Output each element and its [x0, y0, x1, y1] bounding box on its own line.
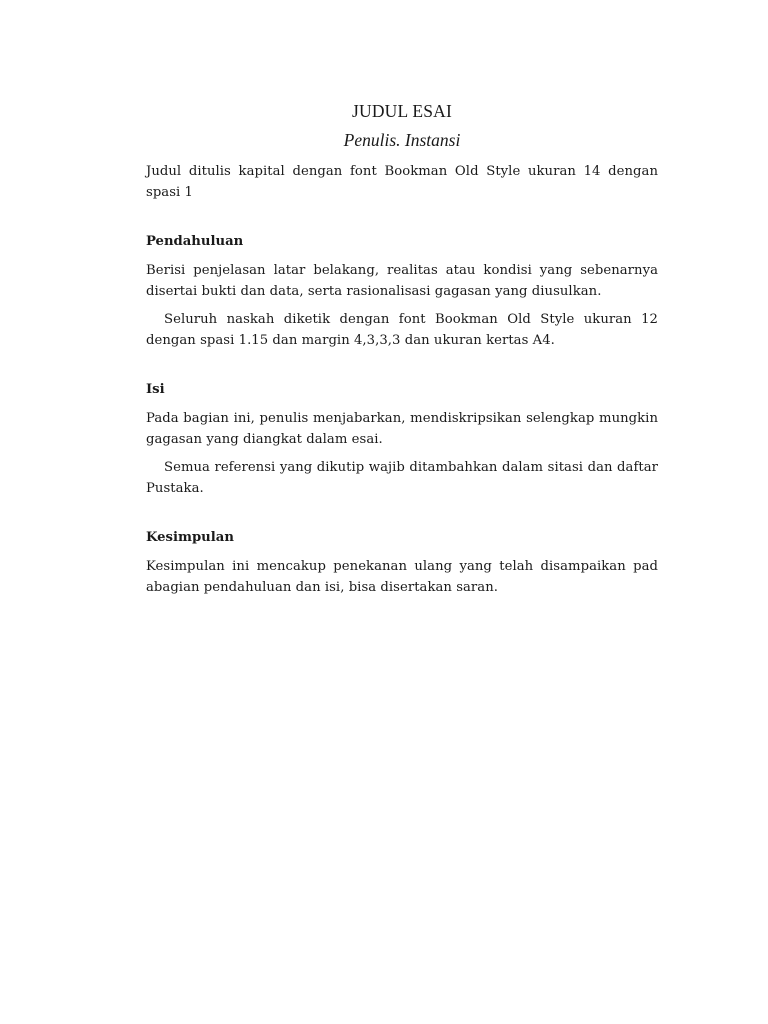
section-kesimpulan	[146, 528, 658, 598]
essay-title: JUDUL ESAI	[351, 101, 453, 121]
document-page	[146, 98, 658, 598]
section-heading: Kesimpulan	[146, 530, 234, 545]
intro-paragraph: Judul ditulis kapital dengan font Bookman Old Style ukuran 14 dengan spasi 1	[146, 164, 658, 200]
paragraph: Pada bagian ini, penulis menjabarkan, mendiskripsikan selengkap mungkin gagasan yang diangkat dalam esai.	[146, 411, 658, 447]
author-line: Penulis. Instansi	[343, 130, 461, 150]
paragraph: Kesimpulan ini mencakup penekanan ulang yang telah disampaikan pad abagian pendahuluan dan isi, bisa disertakan saran.	[146, 559, 658, 595]
section-isi	[146, 380, 658, 499]
paragraph: Seluruh naskah diketik dengan font Bookman Old Style ukuran 12 dengan spasi 1.15 dan margin 4,3,3,3 dan ukuran kertas A4.	[146, 312, 658, 348]
section-heading: Isi	[146, 382, 165, 397]
section-heading: Pendahuluan	[146, 234, 244, 249]
section-pendahuluan	[146, 232, 658, 351]
paragraph: Berisi penjelasan latar belakang, realitas atau kondisi yang sebenarnya disertai bukti dan data, serta rasionalisasi gagasan yang diusulkan.	[146, 263, 658, 299]
paragraph: Semua referensi yang dikutip wajib ditambahkan dalam sitasi dan daftar Pustaka.	[146, 460, 658, 496]
